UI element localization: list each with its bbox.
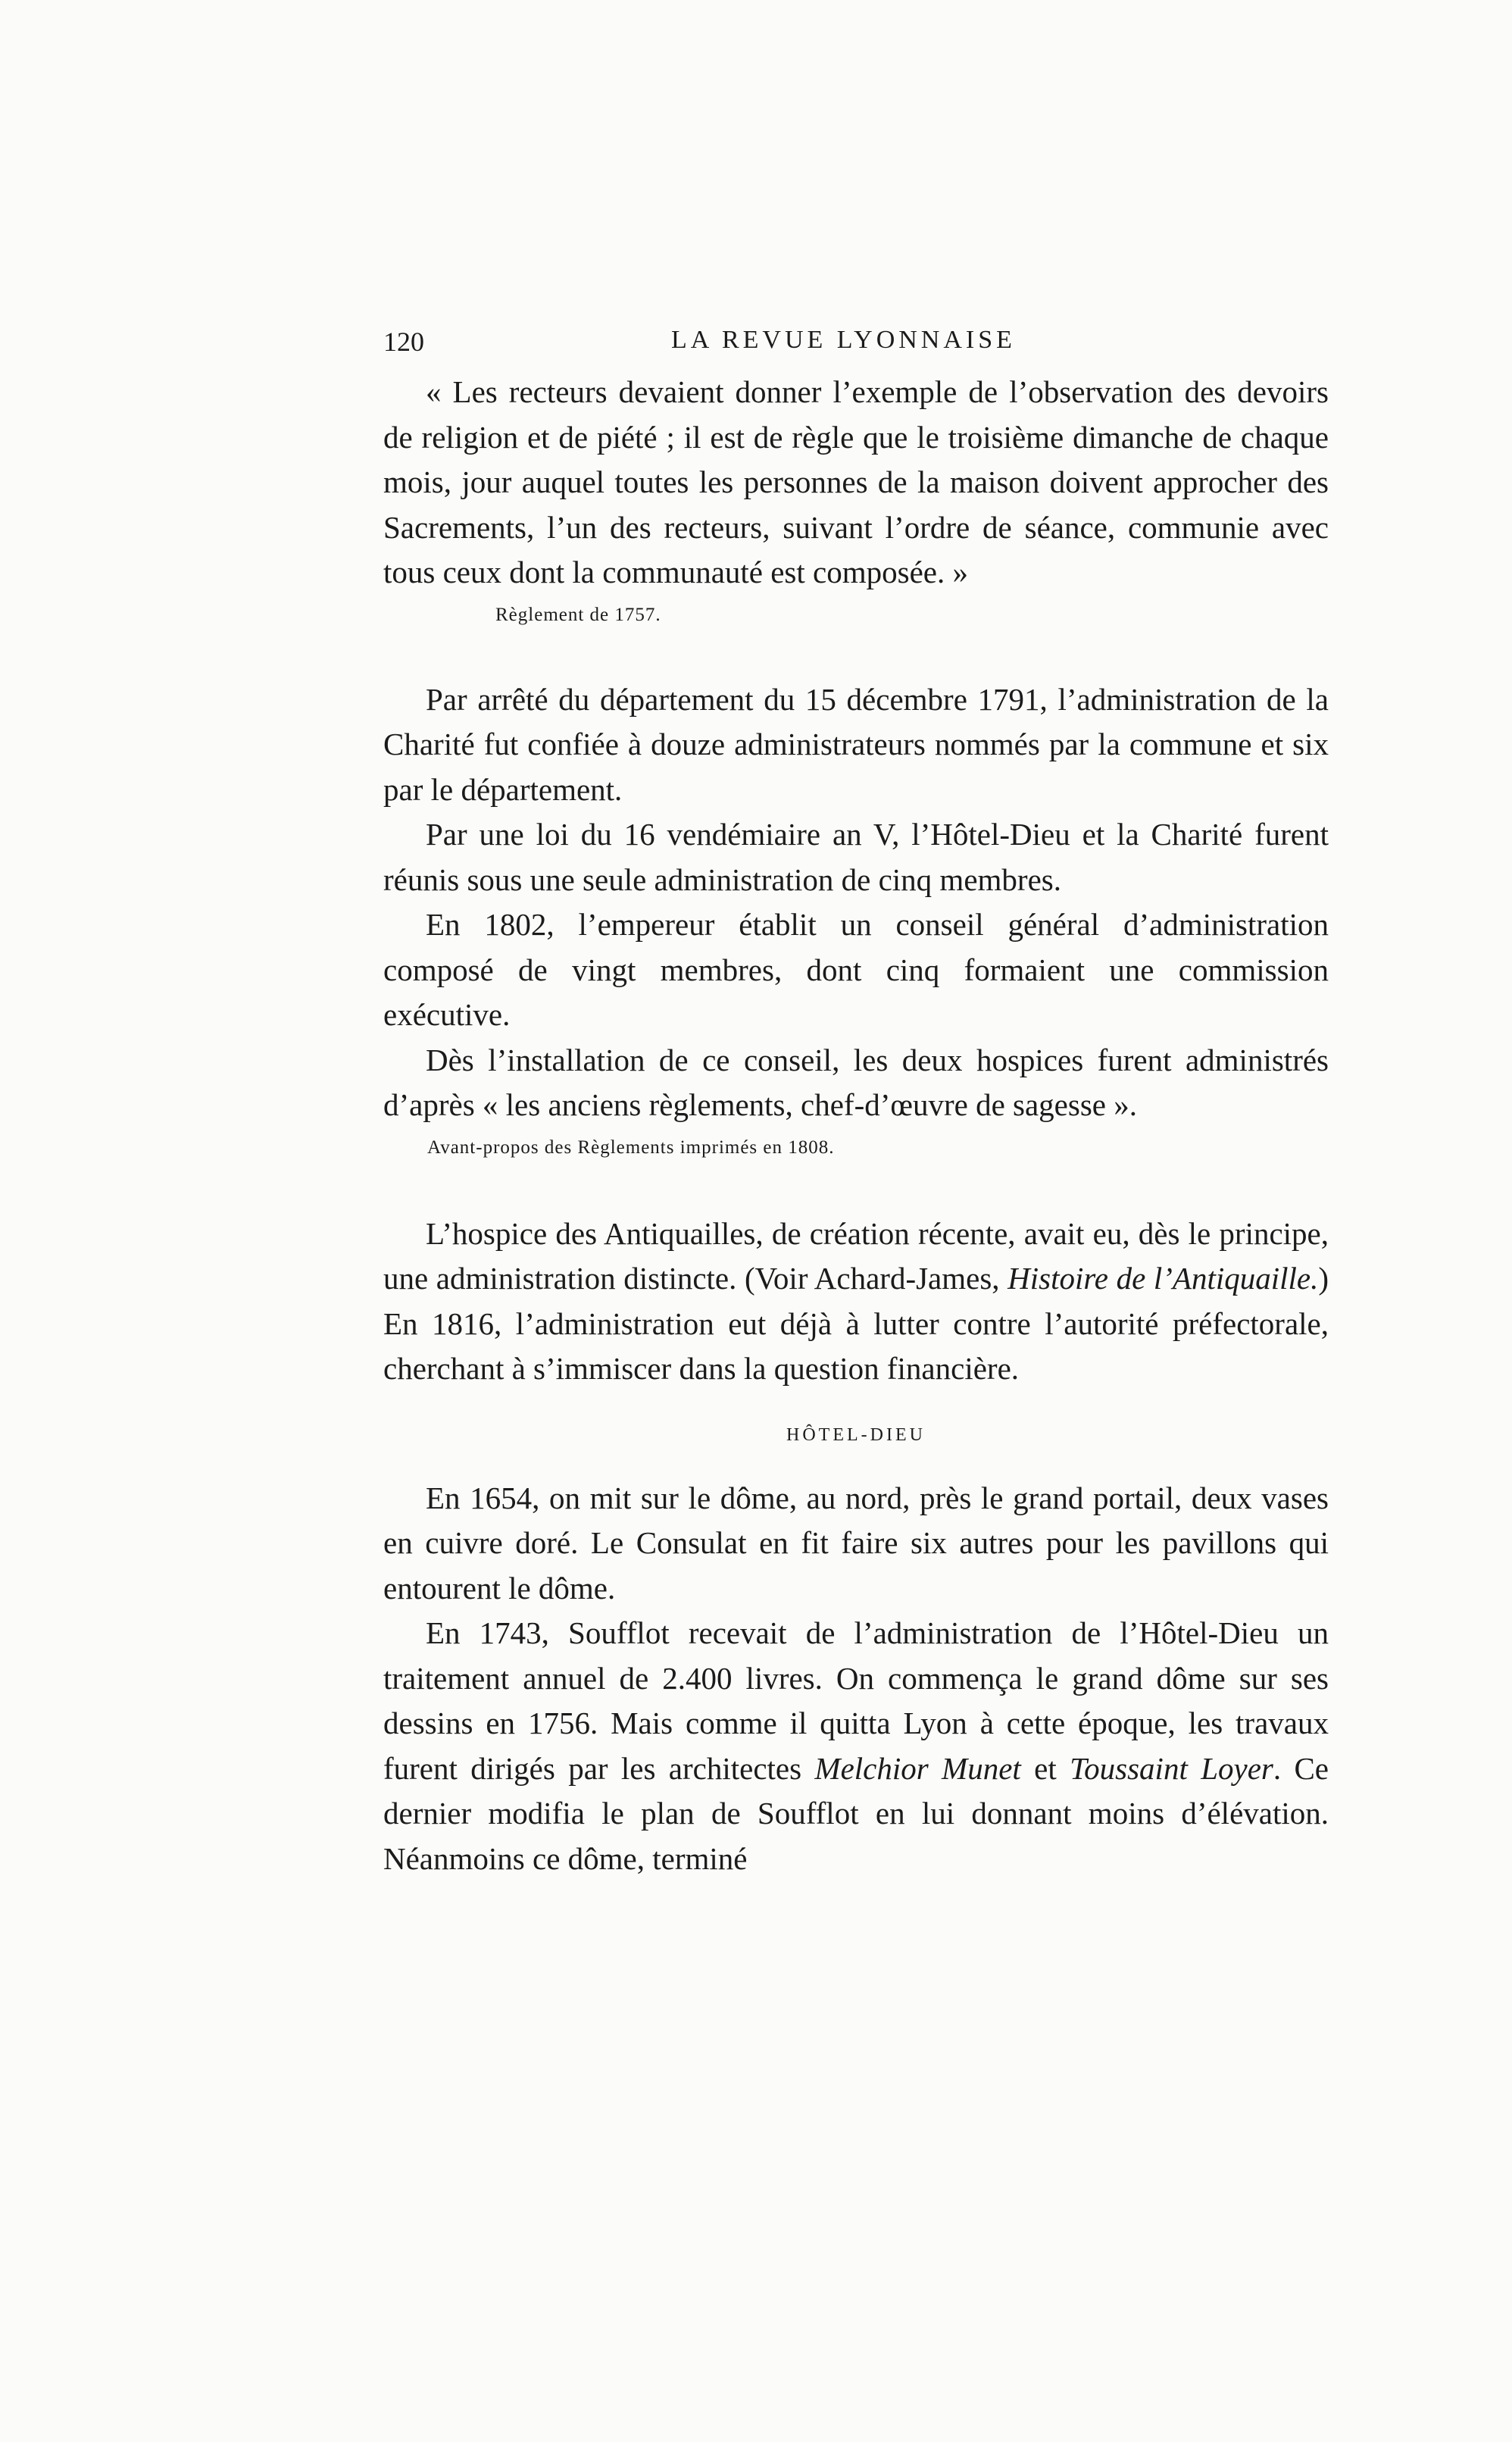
paragraph-arrete-1791: Par arrêté du département du 15 décembre 1791, l’administration de la Charité fut confiée à douze administrateurs nommés par la commune et six par le département. <box>383 681 1329 807</box>
section-heading: HÔTEL-DIEU <box>786 1424 926 1445</box>
reglements-source: Avant-propos des Règlements imprimés en 1808. <box>427 1137 835 1158</box>
paragraph-1802: En 1802, l’empereur établit un conseil général d’administration composé de vingt membres, dont cinq formaient une commission exécutive. <box>383 907 1329 1032</box>
antiquailles-text-2: ) En 1816, l’administration eut déjà à lutter contre l’autorité préfectorale, cherchant à s’immiscer dans la question financière. <box>383 1261 1329 1386</box>
antiquailles-text-1: L’hospice des Antiquailles, de création récente, avait eu, dès le principe, une administration distincte. (Voir Achard-James, <box>383 1215 1329 1296</box>
paragraph-installation-conseil: Dès l’installation de ce conseil, les deux hospices furent administrés d’après « les anciens règlements, chef-d’œuvre de sagesse ». <box>383 1042 1329 1122</box>
architect-toussaint-loyer: Toussaint Loyer <box>1070 1750 1273 1786</box>
paragraph-1743-text-1: En 1743, Soufflot recevait de l’administration de l’Hôtel-Dieu un traitement annuel de 2.400 livres. On commença le grand dôme sur ses dessins en 1756. Mais comme il quitta Lyon à cette époque, les travaux furent dirigés par les architectes <box>383 1615 1329 1786</box>
quote-source: Règlement de 1757. <box>495 604 661 625</box>
paragraph-1743 <box>383 1611 1329 1881</box>
paragraph-1743-text-3: . Ce dernier modifia le plan de Soufflot en lui donnant moins d’élévation. Néanmoins ce dôme, terminé <box>383 1750 1329 1876</box>
running-head <box>383 326 1329 371</box>
paragraph-antiquailles <box>383 1212 1329 1392</box>
antiquaille-book-title: Histoire de l’Antiquaille. <box>1007 1261 1319 1296</box>
paragraph-1654: En 1654, on mit sur le dôme, au nord, près le grand portail, deux vases en cuivre doré. Le Consulat en fit faire six autres pour les pavillons qui entourent le dôme. <box>383 1480 1329 1606</box>
paragraph-1743-text-2: et <box>1020 1750 1070 1786</box>
journal-title: LA REVUE LYONNAISE <box>671 326 1016 354</box>
quote-paragraph: « Les recteurs devaient donner l’exemple de l’observation des devoirs de religion et de piété ; il est de règle que le troisième dimanche de chaque mois, jour auquel toutes les personnes de la maison doivent approcher des Sacrements, l’un des recteurs, suivant l’ordre de séance, communie avec tous ceux dont la communauté est composée. » <box>383 374 1329 589</box>
page-number: 120 <box>383 327 424 357</box>
page-content <box>383 326 1329 1881</box>
paragraph-loi-an-v: Par une loi du 16 vendémiaire an V, l’Hôtel-Dieu et la Charité furent réunis sous une seule administration de cinq membres. <box>383 817 1329 897</box>
architect-melchior-munet: Melchior Munet <box>814 1750 1021 1786</box>
